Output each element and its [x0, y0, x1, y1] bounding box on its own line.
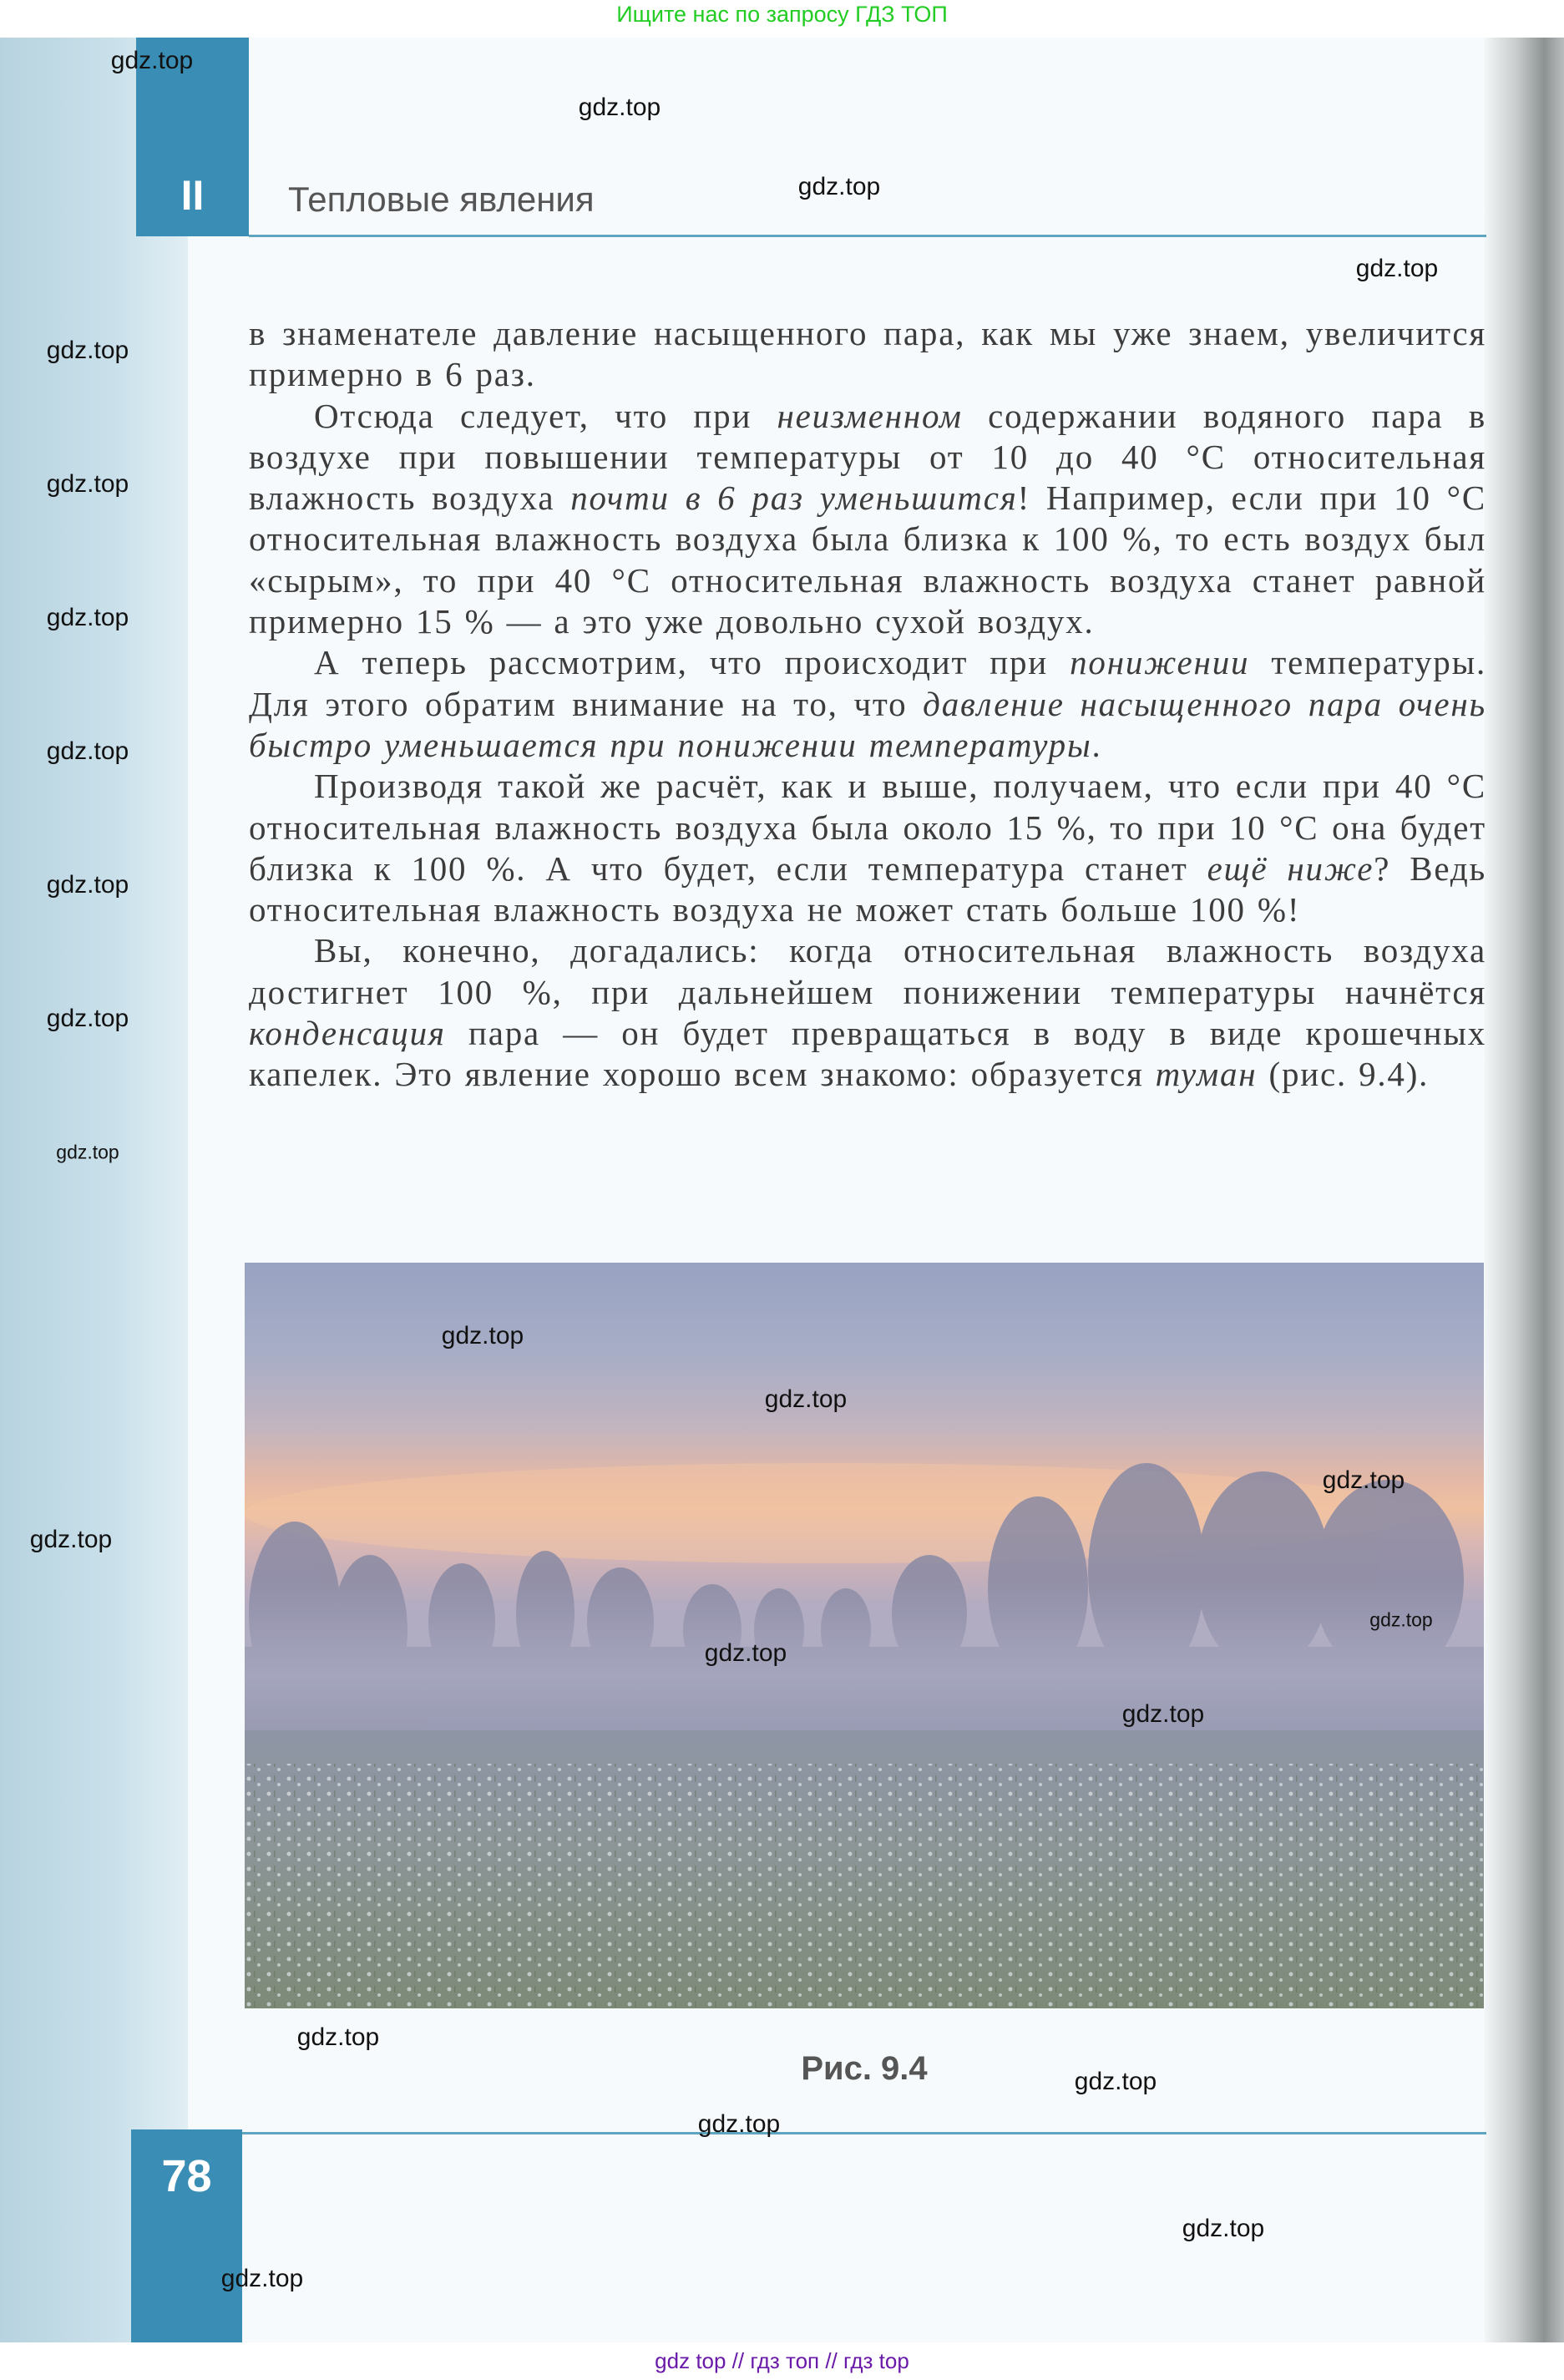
watermark: gdz.top: [764, 1385, 848, 1413]
paragraph: [249, 642, 1486, 766]
emphasis-text: понижении: [1070, 643, 1250, 682]
footer-divider: [242, 2132, 1486, 2134]
paragraph-text: ? Ведь относительная влажность воздуха не может стать больше 100 %!: [249, 848, 1486, 929]
paragraph: [249, 313, 1486, 396]
paragraph: [249, 930, 1486, 1095]
watermark: gdz.top: [46, 604, 129, 631]
paragraph-text: .: [1091, 725, 1102, 764]
watermark: gdz.top: [46, 470, 129, 498]
watermark: gdz.top: [29, 1526, 113, 1553]
watermark: gdz.top: [1369, 1608, 1433, 1631]
chapter-title: Тепловые явления: [288, 180, 595, 219]
top-banner: [0, 0, 1564, 38]
paragraph: [249, 396, 1486, 643]
bottom-banner: [0, 2342, 1564, 2380]
watermark: gdz.top: [56, 1141, 119, 1163]
fog-landscape-illustration: [245, 1263, 1484, 2008]
watermark: gdz.top: [1121, 1700, 1205, 1728]
watermark: gdz.top: [578, 94, 661, 121]
emphasis-text: давление насыщенного пара очень быстро уменьшается при понижении температуры: [249, 684, 1486, 764]
watermark: gdz.top: [296, 2023, 380, 2051]
paragraph-text: ! Например, если при 10 °C относительная влажность воздуха была близка к 100 %, то есть воздух был «сырым», то при 40 °C относительная влажность воздуха станет равной примерно 15 % — а это уже довольно сухой воздух.: [249, 479, 1486, 641]
figure-caption: Рис. 9.4: [801, 2050, 928, 2087]
paragraph-text: в знаменателе давление насыщенного пара, как мы уже знаем, увеличится примерно в 6 раз.: [249, 314, 1486, 394]
emphasis-text: ещё ниже: [1207, 848, 1374, 888]
paragraph-text: содержании водяного пара в воздухе при повышении температуры от 10 до 40 °C относительная влажность воздуха: [249, 396, 1487, 518]
paragraph-text: А теперь рассмотрим, что происходит при: [314, 643, 1071, 682]
watermark: gdz.top: [441, 1322, 524, 1350]
bottom-banner-text[interactable]: gdz top // гдз топ // гдз top: [655, 2348, 909, 2373]
emphasis-text: конденсация: [249, 1014, 446, 1053]
watermark: gdz.top: [704, 1639, 787, 1667]
paragraph-text: Отсюда следует, что при: [314, 396, 777, 435]
header-divider: [249, 235, 1486, 237]
watermark: gdz.top: [46, 337, 129, 364]
page-number: 78: [161, 2151, 212, 2201]
top-banner-text[interactable]: Ищите нас по запросу ГДЗ ТОП: [616, 2, 948, 27]
paragraph-text: пара — он будет превращаться в воду в виде крошечных капелек. Это явление хорошо всем знакомо: образуется: [249, 1014, 1486, 1094]
paragraph-text: Вы, конечно, догадались: когда относительная влажность воздуха достигнет 100 %, при дальнейшем понижении температуры начнётся: [249, 931, 1486, 1011]
figure-fog-photo: [245, 1263, 1484, 2008]
emphasis-text: почти в 6 раз уменьшится: [570, 479, 1018, 518]
watermark: gdz.top: [220, 2265, 304, 2292]
watermark: gdz.top: [1074, 2068, 1157, 2095]
watermark: gdz.top: [797, 173, 881, 200]
emphasis-text: туман: [1155, 1055, 1258, 1094]
watermark: gdz.top: [1182, 2215, 1265, 2242]
paragraph-text: температуры. Для этого обратим внимание на то, что: [249, 643, 1486, 723]
watermark: gdz.top: [46, 871, 129, 899]
paragraph: [249, 766, 1486, 930]
watermark: gdz.top: [1322, 1466, 1405, 1494]
page-margin-strip: [0, 38, 188, 2342]
watermark: gdz.top: [697, 2110, 781, 2138]
watermark: gdz.top: [110, 47, 194, 74]
paragraph-text: (рис. 9.4).: [1257, 1055, 1430, 1094]
textbook-page: [0, 38, 1564, 2342]
emphasis-text: неизменном: [777, 396, 963, 435]
chapter-number: II: [180, 172, 205, 219]
watermark: gdz.top: [46, 737, 129, 765]
paragraph-text: Производя такой же расчёт, как и выше, получаем, что если при 40 °C относительная влажность воздуха была около 15 %, то при 10 °C она будет близка к 100 %. А что будет, если температура станет: [249, 767, 1486, 888]
book-binding-shadow: [1485, 38, 1564, 2342]
body-text: [249, 313, 1486, 1096]
watermark: gdz.top: [46, 1005, 129, 1032]
watermark: gdz.top: [1355, 255, 1439, 282]
